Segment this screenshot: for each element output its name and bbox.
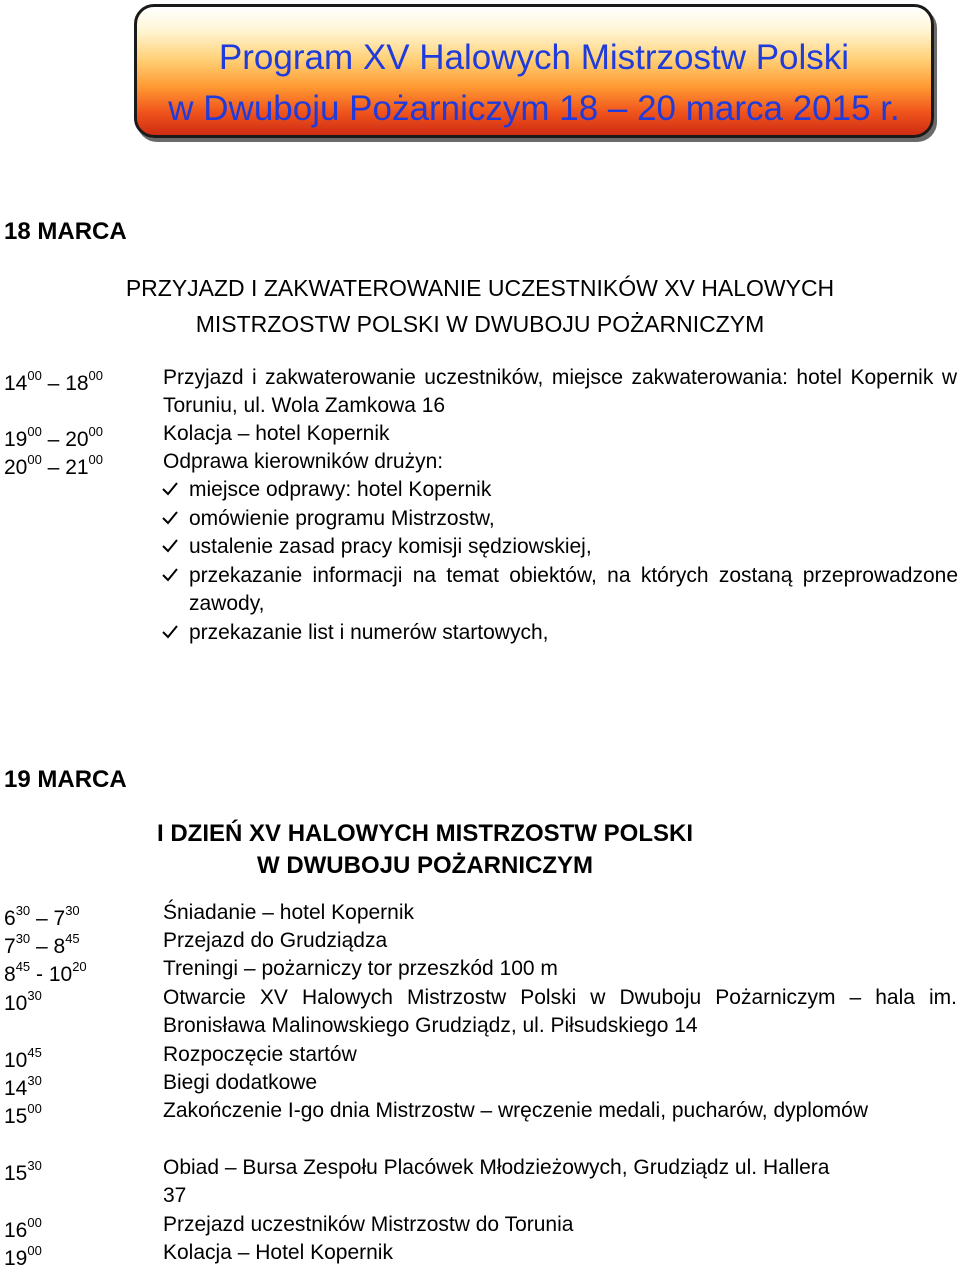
- list-item-text: przekazanie list i numerów startowych,: [189, 621, 549, 644]
- schedule-description: Obiad – Bursa Zespołu Placówek Młodzieżowych, Grudziądz ul. Hallera 37: [163, 1156, 830, 1207]
- schedule-description: Rozpoczęcie startów: [163, 1043, 357, 1066]
- schedule-description: Przejazd uczestników Mistrzostw do Torunia: [163, 1213, 574, 1236]
- schedule-description: Śniadanie – hotel Kopernik: [163, 901, 415, 924]
- day2-title-line1: I DZIEŃ XV HALOWYCH MISTRZOSTW POLSKI: [157, 820, 693, 847]
- time-value: $10^{30}$: [4, 988, 42, 1015]
- banner-title: [137, 32, 931, 134]
- list-item-text: ustalenie zasad pracy komisji sędziowskiej,: [189, 535, 592, 558]
- day1-title-line2: MISTRZOSTW POLSKI W DWUBOJU POŻARNICZYM: [195, 311, 765, 337]
- time-value: $15^{30}$: [4, 1158, 42, 1185]
- list-item-text: miejsce odprawy: hotel Kopernik: [189, 478, 492, 501]
- banner-title-line1: Program XV Halowych Mistrzostw Polski: [218, 38, 850, 77]
- list-item-text: omówienie programu Mistrzostw,: [189, 507, 495, 530]
- day1-title-line1: PRZYJAZD I ZAKWATEROWANIE UCZESTNIKÓW XV HALOWYCH: [125, 275, 835, 301]
- schedule-description: Kolacja – Hotel Kopernik: [163, 1241, 393, 1264]
- checkmark-icon: [160, 619, 182, 647]
- time-value: $15^{00}$: [4, 1101, 42, 1128]
- schedule-description: Przejazd do Grudziądza: [163, 929, 388, 952]
- schedule-description: Odprawa kierowników drużyn:: [163, 450, 444, 473]
- time-value: $19^{00}$: [4, 1243, 42, 1270]
- checkmark-icon: [160, 562, 182, 590]
- day2-title: [0, 818, 850, 882]
- time-range: $8^{45} - 10^{20}$: [4, 959, 87, 986]
- checkmark-icon: [160, 533, 182, 561]
- banner-title-line2: w Dwuboju Pożarniczym 18 – 20 marca 2015 r.: [168, 89, 900, 128]
- day2-date: 19 MARCA: [4, 766, 127, 793]
- time-value: $14^{30}$: [4, 1073, 42, 1100]
- list-item-text: przekazanie informacji na temat obiektów, na których zostaną przeprowadzone zawody,: [189, 564, 958, 615]
- time-range: $14^{00} - 18^{00}$: [4, 368, 104, 395]
- schedule-description: Zakończenie I-go dnia Mistrzostw – wręczenie medali, pucharów, dyplomów: [163, 1099, 868, 1122]
- schedule-description: Treningi – pożarniczy tor przeszkód 100 m: [163, 957, 558, 980]
- schedule-description: Przyjazd i zakwaterowanie uczestników, miejsce zakwaterowania: hotel Kopernik w Toruniu, ul. Wola Zamkowa 16: [163, 366, 957, 417]
- schedule-description: Otwarcie XV Halowych Mistrzostw Polski w Dwuboju Pożarniczym – hala im. Bronisława Malinowskiego Grudziądz, ul. Piłsudskiego 14: [163, 986, 957, 1037]
- day1-date: 18 MARCA: [4, 218, 127, 245]
- schedule-description: Kolacja – hotel Kopernik: [163, 422, 390, 445]
- time-value: $16^{00}$: [4, 1215, 42, 1242]
- schedule-description: Biegi dodatkowe: [163, 1071, 318, 1094]
- time-range: $7^{30} - 8^{45}$: [4, 931, 80, 958]
- program-banner: [134, 4, 934, 138]
- day1-title: [0, 270, 960, 342]
- time-value: $10^{45}$: [4, 1045, 42, 1072]
- checkmark-icon: [160, 476, 182, 504]
- time-range: $20^{00} - 21^{00}$: [4, 452, 104, 479]
- time-range: $19^{00} - 20^{00}$: [4, 424, 104, 451]
- checkmark-icon: [160, 505, 182, 533]
- day2-title-line2: W DWUBOJU POŻARNICZYM: [257, 852, 593, 879]
- time-range: $6^{30} - 7^{30}$: [4, 903, 80, 930]
